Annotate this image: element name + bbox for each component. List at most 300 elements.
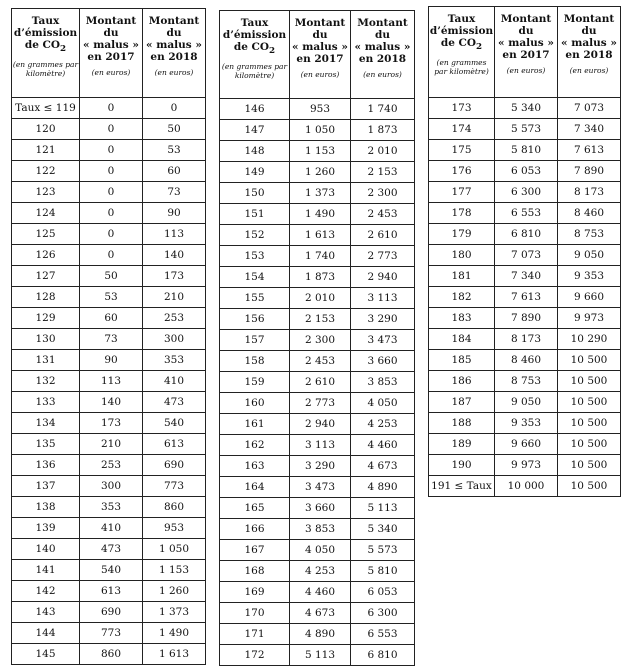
malus-2018-cell: 300 <box>143 329 206 350</box>
malus-2017-cell: 9 050 <box>495 392 558 413</box>
table-row <box>12 161 206 182</box>
malus-2017-cell: 0 <box>80 224 143 245</box>
malus-2017-cell: 6 300 <box>495 182 558 203</box>
rate-cell: 162 <box>220 435 290 456</box>
malus-2017-cell: 1 490 <box>290 204 351 225</box>
malus-2017-cell: 4 673 <box>290 603 351 624</box>
header-rate-unit: (en grammes par kilomètre) <box>221 62 288 81</box>
rate-cell: 191 ≤ Taux <box>429 476 495 497</box>
table-row <box>220 435 415 456</box>
rate-cell: 176 <box>429 161 495 182</box>
header-line: « malus » <box>561 37 617 49</box>
malus-2018-cell: 6 553 <box>351 624 415 645</box>
rate-cell: 184 <box>429 329 495 350</box>
rate-cell: 180 <box>429 245 495 266</box>
malus-2018-cell: 140 <box>143 245 206 266</box>
rate-cell: 174 <box>429 119 495 140</box>
malus-2018-cell: 9 660 <box>558 287 621 308</box>
rate-cell: 152 <box>220 225 290 246</box>
rate-cell: 175 <box>429 140 495 161</box>
malus-2017-cell: 90 <box>80 350 143 371</box>
table-row <box>429 182 621 203</box>
malus-2018-cell: 8 173 <box>558 182 621 203</box>
rate-cell: 144 <box>12 623 80 644</box>
rate-cell: 186 <box>429 371 495 392</box>
table-row <box>12 413 206 434</box>
rate-cell: 149 <box>220 162 290 183</box>
rate-cell: 146 <box>220 99 290 120</box>
malus-2018-cell: 5 573 <box>351 540 415 561</box>
table-row <box>220 582 415 603</box>
table-row <box>429 266 621 287</box>
malus-2017-cell: 50 <box>80 266 143 287</box>
malus-2017-cell: 4 460 <box>290 582 351 603</box>
malus-2018-cell: 860 <box>143 497 206 518</box>
malus-2018-cell: 5 810 <box>351 561 415 582</box>
malus-2017-cell: 60 <box>80 308 143 329</box>
malus-2018-cell: 253 <box>143 308 206 329</box>
rate-cell: 170 <box>220 603 290 624</box>
rate-cell: 177 <box>429 182 495 203</box>
malus-2018-cell: 173 <box>143 266 206 287</box>
malus-2017-cell: 1 740 <box>290 246 351 267</box>
malus-2017-cell: 4 890 <box>290 624 351 645</box>
malus-2017-cell: 6 810 <box>495 224 558 245</box>
table-row <box>220 267 415 288</box>
rate-cell: 128 <box>12 287 80 308</box>
table-row <box>429 203 621 224</box>
malus-2018-cell: 2 773 <box>351 246 415 267</box>
table-row <box>220 351 415 372</box>
table-row <box>12 98 206 119</box>
table-row <box>220 561 415 582</box>
rate-cell: 178 <box>429 203 495 224</box>
table-row <box>429 224 621 245</box>
table-row <box>220 456 415 477</box>
rate-cell: 187 <box>429 392 495 413</box>
malus-2018-cell: 353 <box>143 350 206 371</box>
header-rate-line: de CO <box>233 41 270 53</box>
header-rate <box>429 7 495 98</box>
malus-2017-cell: 8 460 <box>495 350 558 371</box>
malus-2018-cell: 7 073 <box>558 98 621 119</box>
table-row <box>429 245 621 266</box>
table-row <box>220 162 415 183</box>
header-rate-subscript: 2 <box>60 44 67 55</box>
header-malus-2017 <box>80 9 143 98</box>
malus-2017-cell: 6 053 <box>495 161 558 182</box>
header-line: « malus » <box>146 39 202 51</box>
rate-cell: 179 <box>429 224 495 245</box>
table-row <box>12 329 206 350</box>
header-line: « malus » <box>292 41 348 53</box>
malus-2017-cell: 5 573 <box>495 119 558 140</box>
header-line: en 2018 <box>358 53 407 65</box>
rate-cell: 132 <box>12 371 80 392</box>
malus-2017-cell: 540 <box>80 560 143 581</box>
table-row <box>429 140 621 161</box>
malus-2018-cell: 53 <box>143 140 206 161</box>
rate-cell: 157 <box>220 330 290 351</box>
table-row <box>429 413 621 434</box>
header-malus-2018 <box>351 11 415 99</box>
header-euro-unit: (en euros) <box>506 66 546 75</box>
malus-2018-cell: 0 <box>143 98 206 119</box>
malus-2018-cell: 1 260 <box>143 581 206 602</box>
table-row <box>12 392 206 413</box>
malus-2017-cell: 9 973 <box>495 455 558 476</box>
malus-2018-cell: 9 353 <box>558 266 621 287</box>
malus-2017-cell: 2 940 <box>290 414 351 435</box>
header-rate <box>220 11 290 99</box>
malus-2018-cell: 7 340 <box>558 119 621 140</box>
malus-2018-cell: 1 050 <box>143 539 206 560</box>
header-euro-unit: (en euros) <box>91 68 131 77</box>
malus-2018-cell: 4 050 <box>351 393 415 414</box>
malus-2017-cell: 253 <box>80 455 143 476</box>
rate-cell: 130 <box>12 329 80 350</box>
table-row <box>220 288 415 309</box>
rate-cell: 153 <box>220 246 290 267</box>
header-rate-line: d’émission <box>13 27 78 39</box>
header-line: Montant <box>294 17 346 29</box>
malus-2018-cell: 50 <box>143 119 206 140</box>
rate-cell: 163 <box>220 456 290 477</box>
header-line: « malus » <box>354 41 411 53</box>
malus-table-3 <box>428 6 621 497</box>
malus-2018-cell: 10 500 <box>558 413 621 434</box>
table-row <box>12 434 206 455</box>
malus-2018-cell: 410 <box>143 371 206 392</box>
table-row <box>220 498 415 519</box>
rate-cell: 122 <box>12 161 80 182</box>
header-rate-line: d’émission <box>222 29 287 41</box>
rate-cell: 142 <box>12 581 80 602</box>
rate-cell: 143 <box>12 602 80 623</box>
malus-2017-cell: 53 <box>80 287 143 308</box>
malus-2017-cell: 7 613 <box>495 287 558 308</box>
table-row <box>12 476 206 497</box>
table-row <box>429 98 621 119</box>
malus-2018-cell: 1 740 <box>351 99 415 120</box>
table-row <box>12 518 206 539</box>
table-row <box>429 119 621 140</box>
malus-2017-cell: 3 113 <box>290 435 351 456</box>
malus-2017-cell: 613 <box>80 581 143 602</box>
header-rate-subscript: 2 <box>269 46 276 57</box>
header-rate-line: Taux <box>240 17 269 29</box>
table-row <box>12 644 206 665</box>
malus-2017-cell: 2 010 <box>290 288 351 309</box>
rate-cell: 181 <box>429 266 495 287</box>
table-row <box>12 455 206 476</box>
table-row <box>220 99 415 120</box>
rate-cell: 182 <box>429 287 495 308</box>
malus-2017-cell: 410 <box>80 518 143 539</box>
header-rate-line: de CO <box>24 39 61 51</box>
malus-2017-cell: 0 <box>80 119 143 140</box>
rate-cell: 151 <box>220 204 290 225</box>
malus-2018-cell: 953 <box>143 518 206 539</box>
rate-cell: 131 <box>12 350 80 371</box>
rate-cell: 156 <box>220 309 290 330</box>
malus-2018-cell: 8 460 <box>558 203 621 224</box>
malus-2017-cell: 300 <box>80 476 143 497</box>
header-line: du <box>518 25 534 37</box>
table-row <box>12 140 206 161</box>
rate-cell: 185 <box>429 350 495 371</box>
rate-cell: 126 <box>12 245 80 266</box>
rate-cell: 183 <box>429 308 495 329</box>
malus-2018-cell: 773 <box>143 476 206 497</box>
table-row <box>12 119 206 140</box>
rate-cell: 124 <box>12 203 80 224</box>
header-line: en 2018 <box>565 49 613 61</box>
header-rate-subscript: 2 <box>476 42 483 53</box>
malus-2017-cell: 1 873 <box>290 267 351 288</box>
malus-2017-cell: 1 373 <box>290 183 351 204</box>
table-row <box>220 645 415 666</box>
malus-2018-cell: 10 500 <box>558 434 621 455</box>
table-row <box>429 161 621 182</box>
table-row <box>220 477 415 498</box>
malus-2017-cell: 9 353 <box>495 413 558 434</box>
header-rate-line: d’émission <box>429 25 494 37</box>
header-rate-unit: (en grammes par kilomètre) <box>434 58 489 77</box>
table-row <box>12 581 206 602</box>
table-row <box>12 224 206 245</box>
header-euro-unit: (en euros) <box>569 66 609 75</box>
header-line: en 2017 <box>502 49 550 61</box>
malus-2017-cell: 173 <box>80 413 143 434</box>
rate-cell: 129 <box>12 308 80 329</box>
header-line: en 2017 <box>87 51 135 63</box>
header-malus-2018 <box>143 9 206 98</box>
malus-2017-cell: 3 473 <box>290 477 351 498</box>
malus-2018-cell: 10 500 <box>558 371 621 392</box>
header-euro-unit: (en euros) <box>363 70 402 79</box>
header-rate-line: Taux <box>31 15 60 27</box>
header-line: en 2017 <box>296 53 344 65</box>
malus-2017-cell: 1 153 <box>290 141 351 162</box>
header-line: Montant <box>148 15 200 27</box>
table-row <box>220 225 415 246</box>
malus-2017-cell: 353 <box>80 497 143 518</box>
table-row <box>12 182 206 203</box>
malus-2017-cell: 210 <box>80 434 143 455</box>
malus-2018-cell: 2 610 <box>351 225 415 246</box>
malus-2017-cell: 7 073 <box>495 245 558 266</box>
rate-cell: 190 <box>429 455 495 476</box>
malus-2018-cell: 2 300 <box>351 183 415 204</box>
malus-2017-cell: 10 000 <box>495 476 558 497</box>
malus-2018-cell: 1 153 <box>143 560 206 581</box>
table-row <box>220 624 415 645</box>
malus-2017-cell: 5 810 <box>495 140 558 161</box>
malus-2018-cell: 10 500 <box>558 455 621 476</box>
rate-cell: 161 <box>220 414 290 435</box>
header-line: « malus » <box>498 37 554 49</box>
malus-2017-cell: 860 <box>80 644 143 665</box>
malus-2017-cell: 2 773 <box>290 393 351 414</box>
malus-2018-cell: 473 <box>143 392 206 413</box>
table-row <box>429 287 621 308</box>
table-row <box>12 602 206 623</box>
rate-cell: 150 <box>220 183 290 204</box>
table-row <box>220 246 415 267</box>
malus-2017-cell: 3 660 <box>290 498 351 519</box>
malus-2018-cell: 690 <box>143 455 206 476</box>
malus-2018-cell: 6 300 <box>351 603 415 624</box>
malus-table-2 <box>219 10 415 666</box>
malus-2017-cell: 8 753 <box>495 371 558 392</box>
table-row <box>220 603 415 624</box>
header-line: du <box>312 29 328 41</box>
malus-2018-cell: 2 153 <box>351 162 415 183</box>
malus-2018-cell: 9 973 <box>558 308 621 329</box>
rate-cell: 173 <box>429 98 495 119</box>
table-row <box>429 476 621 497</box>
table-row <box>220 183 415 204</box>
table-row <box>12 203 206 224</box>
malus-2018-cell: 73 <box>143 182 206 203</box>
malus-2018-cell: 10 290 <box>558 329 621 350</box>
table-row <box>12 623 206 644</box>
table-row <box>220 141 415 162</box>
malus-2017-cell: 0 <box>80 203 143 224</box>
malus-2017-cell: 773 <box>80 623 143 644</box>
malus-2018-cell: 3 660 <box>351 351 415 372</box>
rate-cell: 135 <box>12 434 80 455</box>
malus-2018-cell: 3 473 <box>351 330 415 351</box>
malus-2017-cell: 9 660 <box>495 434 558 455</box>
malus-2018-cell: 90 <box>143 203 206 224</box>
malus-2017-cell: 1 260 <box>290 162 351 183</box>
malus-2017-cell: 8 173 <box>495 329 558 350</box>
rate-cell: 148 <box>220 141 290 162</box>
malus-2017-cell: 0 <box>80 245 143 266</box>
rate-cell: 189 <box>429 434 495 455</box>
rate-cell: 165 <box>220 498 290 519</box>
malus-2018-cell: 8 753 <box>558 224 621 245</box>
header-malus-2017 <box>290 11 351 99</box>
table-row <box>429 308 621 329</box>
malus-2018-cell: 7 890 <box>558 161 621 182</box>
rate-cell: Taux ≤ 119 <box>12 98 80 119</box>
header-line: du <box>103 27 119 39</box>
malus-2017-cell: 73 <box>80 329 143 350</box>
rate-cell: 167 <box>220 540 290 561</box>
table-header <box>220 11 415 99</box>
header-malus-2017 <box>495 7 558 98</box>
malus-2018-cell: 10 500 <box>558 476 621 497</box>
table-row <box>12 308 206 329</box>
rate-cell: 155 <box>220 288 290 309</box>
malus-2018-cell: 1 873 <box>351 120 415 141</box>
table-header <box>429 7 621 98</box>
malus-2017-cell: 7 890 <box>495 308 558 329</box>
malus-2018-cell: 2 940 <box>351 267 415 288</box>
malus-2018-cell: 1 373 <box>143 602 206 623</box>
malus-2017-cell: 953 <box>290 99 351 120</box>
malus-2018-cell: 4 253 <box>351 414 415 435</box>
rate-cell: 141 <box>12 560 80 581</box>
malus-2018-cell: 7 613 <box>558 140 621 161</box>
header-euro-unit: (en euros) <box>300 70 340 79</box>
header-line: Montant <box>357 17 408 29</box>
malus-2018-cell: 5 113 <box>351 498 415 519</box>
header-line: « malus » <box>83 39 139 51</box>
table-row <box>429 329 621 350</box>
header-malus-2018 <box>558 7 621 98</box>
rate-cell: 123 <box>12 182 80 203</box>
malus-2018-cell: 6 810 <box>351 645 415 666</box>
rate-cell: 145 <box>12 644 80 665</box>
table-row <box>429 392 621 413</box>
table-row <box>12 245 206 266</box>
rate-cell: 168 <box>220 561 290 582</box>
malus-2017-cell: 0 <box>80 98 143 119</box>
rate-cell: 172 <box>220 645 290 666</box>
malus-2018-cell: 2 453 <box>351 204 415 225</box>
rate-cell: 137 <box>12 476 80 497</box>
header-line: Montant <box>85 15 137 27</box>
malus-2018-cell: 5 340 <box>351 519 415 540</box>
malus-2017-cell: 1 613 <box>290 225 351 246</box>
rate-cell: 127 <box>12 266 80 287</box>
malus-2018-cell: 9 050 <box>558 245 621 266</box>
rate-cell: 160 <box>220 393 290 414</box>
table-row <box>429 350 621 371</box>
header-rate-line: Taux <box>447 13 476 25</box>
rate-cell: 147 <box>220 120 290 141</box>
malus-2018-cell: 113 <box>143 224 206 245</box>
table-header <box>12 9 206 98</box>
table-row <box>12 371 206 392</box>
malus-2018-cell: 10 500 <box>558 392 621 413</box>
header-line: en 2018 <box>150 51 198 63</box>
header-line: Montant <box>500 13 552 25</box>
header-rate-line: de CO <box>440 37 477 49</box>
rate-cell: 154 <box>220 267 290 288</box>
malus-2017-cell: 473 <box>80 539 143 560</box>
malus-2017-cell: 4 253 <box>290 561 351 582</box>
rate-cell: 139 <box>12 518 80 539</box>
malus-2018-cell: 210 <box>143 287 206 308</box>
header-line: du <box>581 25 597 37</box>
header-euro-unit: (en euros) <box>154 68 194 77</box>
table-row <box>429 434 621 455</box>
malus-2018-cell: 10 500 <box>558 350 621 371</box>
rate-cell: 169 <box>220 582 290 603</box>
rate-cell: 134 <box>12 413 80 434</box>
table-row <box>220 393 415 414</box>
malus-2017-cell: 5 340 <box>495 98 558 119</box>
malus-2017-cell: 4 050 <box>290 540 351 561</box>
rate-cell: 125 <box>12 224 80 245</box>
table-row <box>12 497 206 518</box>
malus-2018-cell: 613 <box>143 434 206 455</box>
rate-cell: 158 <box>220 351 290 372</box>
malus-2017-cell: 2 610 <box>290 372 351 393</box>
malus-2017-cell: 140 <box>80 392 143 413</box>
malus-2017-cell: 6 553 <box>495 203 558 224</box>
table-row <box>12 266 206 287</box>
table-row <box>220 540 415 561</box>
rate-cell: 159 <box>220 372 290 393</box>
table-row <box>429 371 621 392</box>
malus-2018-cell: 3 113 <box>351 288 415 309</box>
